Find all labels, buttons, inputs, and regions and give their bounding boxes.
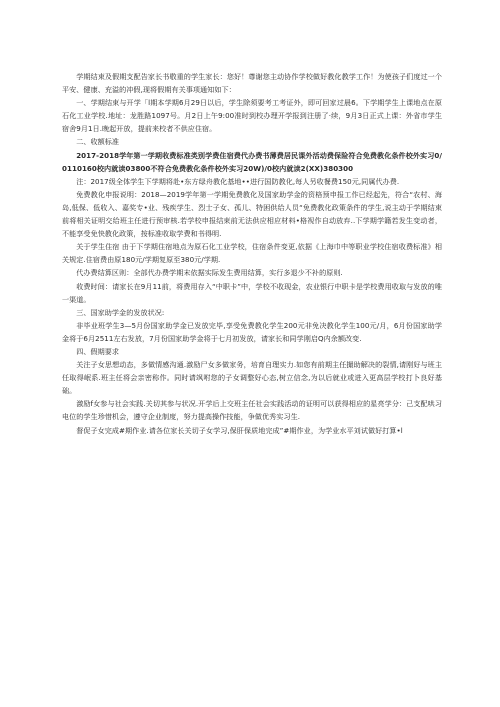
section-1-paragraph: 一、学期结束与开学「l期本学期6月29日以后，学生除须要考工考证外，即可回家过晨6。下学期学生上课地点在原石化工业学校.地址：龙胜路1097号。月2日上午9:00准时到校办理开学报到注册了·续，9月3日正式上课：外省市学生宿舍9月1日.晚起开放，提前来校者不供应住宿。 xyxy=(62,98,442,134)
intro-paragraph: 学期结束及假期支配告家长书敬重的学生家长：您好！尊谢您主动协作学校做好教化教学工作！为使孩子们度过一个平安、健康、充溢的冲假,现将假期有关事项通知如下： xyxy=(62,72,442,95)
grant-paragraph: 非毕业班学生3—5月份国家助学金已发放完毕,享受免费教化学生200元非免决教化学生100元/月，6月份国家助学金将于6月2511左右发放，7月份国家助学金将于七月初发放，请家长和同学刚启Q内余额改变. xyxy=(62,320,442,343)
section-2-heading: 二、收额标准 xyxy=(76,137,120,147)
accommodation-paragraph: 关于学生住宿 由于下学期住宿地点为原石化工业学校，住宿条件变更,依据《上海巾中等职业学校住宿收费标准》相关规定.住宿费由原180元/学期复原至380元/学期. xyxy=(62,242,442,265)
section-3-heading: 三、国家助学金的发放状况: xyxy=(76,307,165,317)
note-paragraph: 注：2017级全体学生下学期将赴•东方绿舟教化基地••进行国防教化,每人另收餐费150元,同属代办费. xyxy=(76,176,400,186)
free-education-paragraph: 免费教化申报说明：2018—2019学年第一学期免费教化及国家助学金的资格预申报工作已经起先，符合“农村、海岛,低保、低收入、嘉奖专•业、残疾学生、烈士子女、孤儿、特困供给人员“免费教化政策条件的学生,说主动于学期结束前将相关证明交给班主任进行预审核.若学校申报结束前无法供应相应材料•格视作自动放弃..下学期学籍若发生变动者，不能享受免快教化政策，按标准收取学费和书得明. xyxy=(62,189,442,239)
payment-time-paragraph: 收费时间：请家长在9月11前，将费用存入“中职卡”中，学校不收现金，农业银行中职卡是学校费用收取与发放的唯一渠道。 xyxy=(62,281,442,304)
requirement-paragraph-1: 关注子女思想动态，多做情感沟通.激励尸女多做家务，培育自理实力.如您有前期主任撮助解决的裂情,请刚好与班主任取得岷系.班主任将会亲密称作。同时请飒咐您的子女调整好心态,树立信念,为以后就业或进入更高层学校打卜良好基础。 xyxy=(62,360,442,396)
fee-standard-paragraph: 2017-2018学年第一学期收费标准类别学费住宿费代办费书薄费居民课外活动费保险符合免费教化条件校外实习0/0110160校内就读03800不符合免费教化条件校外实习20W)/0校内就读2(XX)380300 xyxy=(62,150,442,173)
agency-fee-paragraph: 代办费结算区则：全部代办费学期末依据实际发生费用结算，实行多退少不补的原则. xyxy=(76,268,343,278)
section-4-heading: 四、假期要求 xyxy=(76,346,120,356)
requirement-paragraph-3: 督促子女完成#期作业.请各位家长关切子女学习,保肝保质地完成”#期作业，为学业水平刘试做好打算•l xyxy=(76,425,403,435)
requirement-paragraph-2: 激励f女参与社会实践.关切其参与状况.开学后上交班主任社会实践活动的证明可以获得相应的星亮学分：己支配哄习电位的学生珍惜机会，遵守企业制度，努力提高操作技能，争做优秀实习生. xyxy=(62,399,442,422)
